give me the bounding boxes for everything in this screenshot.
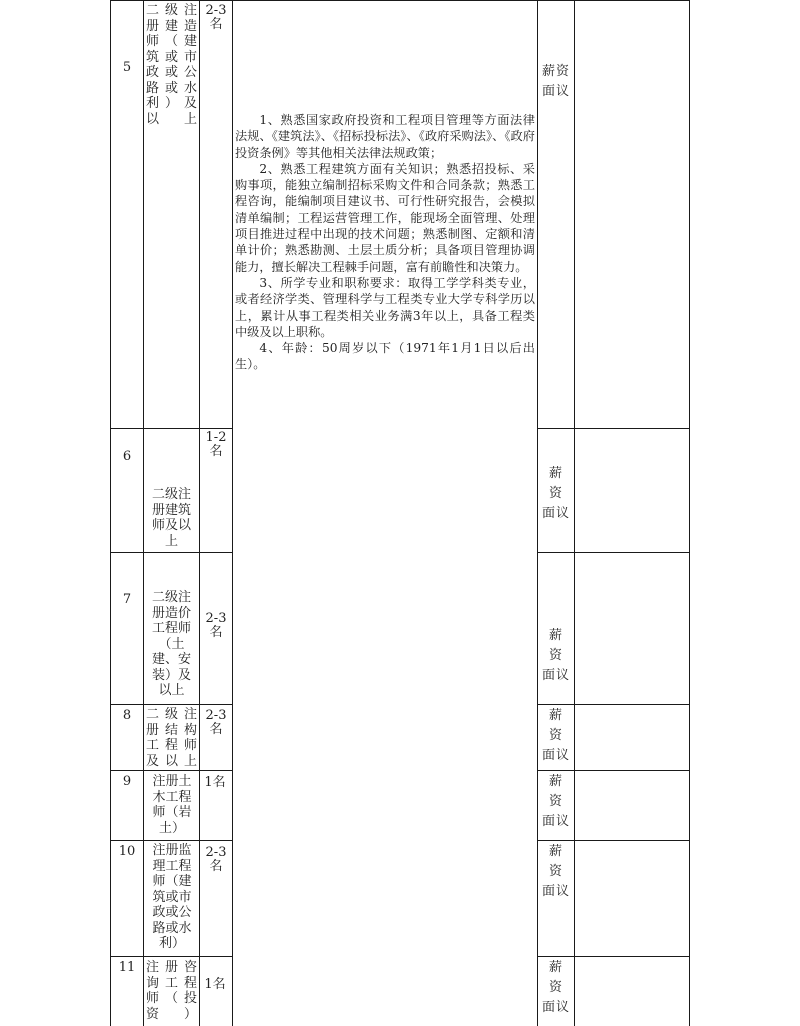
position-name: 二级注册造价工程师（土建、安装）及以上 xyxy=(151,590,191,698)
row-number: 11 xyxy=(118,960,136,975)
position-name: 注册监理工程师（建筑或市政或公路或水利） xyxy=(152,843,192,951)
salary-note: 薪 资 面议 xyxy=(541,466,570,521)
row-divider xyxy=(537,552,690,553)
salary-note: 薪 资 面议 xyxy=(541,774,570,829)
position-count: 2-3名 xyxy=(205,3,227,32)
salary-note: 薪 资 面议 xyxy=(541,628,570,683)
salary-note: 薪资面议 xyxy=(541,64,570,99)
salary-note: 薪 资 面议 xyxy=(541,844,570,899)
position-name: 二级注册结构工程师及以上 xyxy=(146,707,197,769)
column-divider xyxy=(143,0,144,1026)
requirement-item: 3、所学专业和职称要求：取得工学学科类专业，或者经济学类、管理科学与工程类专业大学专科学历以上，累计从事工程类相关业务满3年以上，具备工程类中级及以上职称。 xyxy=(235,275,535,339)
requirement-item: 4、年龄：50周岁以下（1971年1月1日以后出生）。 xyxy=(235,341,535,372)
row-number: 9 xyxy=(122,774,132,789)
row-divider xyxy=(537,770,690,771)
row-number: 7 xyxy=(122,592,132,607)
row-divider xyxy=(537,956,690,957)
job-requirements xyxy=(235,112,535,373)
salary-note: 薪 资 面议 xyxy=(541,708,570,763)
salary-note: 薪 资 面议 xyxy=(541,960,570,1015)
column-divider xyxy=(574,0,575,1026)
table-border-left xyxy=(110,0,111,1026)
row-divider xyxy=(537,704,690,705)
table-border-right xyxy=(689,0,690,1026)
position-name: 二级注册建筑师及以上 xyxy=(151,487,191,549)
row-divider xyxy=(110,704,233,705)
position-count: 2-3名 xyxy=(205,845,227,874)
row-divider xyxy=(110,428,233,429)
position-count: 1名 xyxy=(204,775,226,790)
row-number: 6 xyxy=(122,449,132,464)
column-divider xyxy=(199,0,200,1026)
column-divider xyxy=(537,0,538,1026)
position-name: 二级注册建造师（建筑或市政或公路或水利）及以上 xyxy=(146,3,197,127)
row-number: 10 xyxy=(118,844,136,859)
position-name: 注册土木工程师（岩土） xyxy=(152,774,192,836)
position-count: 2-3名 xyxy=(205,611,227,640)
position-name: 注册咨询工程师（投资） xyxy=(146,960,197,1022)
requirement-item: 2、熟悉工程建筑方面有关知识；熟悉招投标、采购事项，能独立编制招标采购文件和合同条款；熟悉工程咨询，能编制项目建议书、可行性研究报告，会模拟清单编制；工程运营管理工作，能现场全面管理、处理项目推进过程中出现的技术问题；熟悉制图、定额和清单计价；熟悉勘测、土层土质分析；具备项目管理协调能力，擅长解决工程棘手问题，富有前瞻性和决策力。 xyxy=(235,161,535,274)
position-count: 1名 xyxy=(204,977,226,992)
row-divider xyxy=(110,770,233,771)
row-divider xyxy=(537,428,690,429)
row-divider xyxy=(110,840,233,841)
column-divider xyxy=(232,0,233,1026)
row-divider xyxy=(110,552,233,553)
table-border-top xyxy=(110,0,690,1)
row-number: 8 xyxy=(122,708,132,723)
row-divider xyxy=(110,956,233,957)
requirement-item: 1、熟悉国家政府投资和工程项目管理等方面法律法规、《建筑法》、《招标投标法》、《政府采购法》、《政府投资条例》等其他相关法律法规政策； xyxy=(235,113,535,160)
row-divider xyxy=(537,840,690,841)
position-count: 1-2名 xyxy=(205,430,227,459)
row-number: 5 xyxy=(122,60,132,75)
position-count: 2-3名 xyxy=(205,708,227,737)
